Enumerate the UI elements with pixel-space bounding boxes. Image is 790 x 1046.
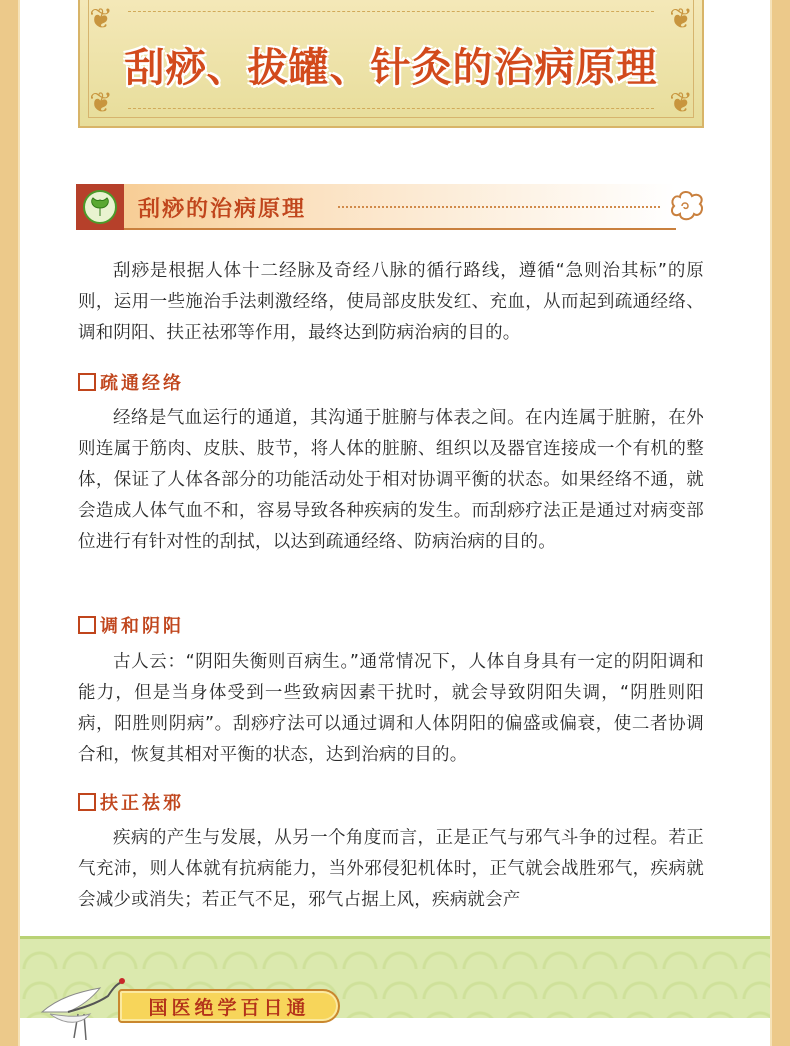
right-border xyxy=(770,0,790,1046)
bottom-ornament-line xyxy=(128,108,654,116)
subsection-heading xyxy=(78,369,184,395)
book-title-badge xyxy=(118,989,340,1023)
subsection-paragraph: 古人云：“阴阳失衡则百病生。”通常情况下，人体自身具有一定的阴阳调和能力，但是当身体受到一些致病因素干扰时，就会导致阴阳失调，“阴胜则阳病，阳胜则阴病”。刮痧疗法可以通过调和人体阴阳的偏盛或偏衰，使二者协调合和，恢复其相对平衡的状态，达到治病的目的。 xyxy=(78,652,704,765)
section-dotted-line xyxy=(338,206,660,208)
ginkgo-leaf-icon xyxy=(83,190,117,224)
subsection-heading-text: 扶正祛邪 xyxy=(100,793,184,814)
crane-icon xyxy=(38,968,128,1046)
section-header xyxy=(76,184,706,232)
subsection-heading xyxy=(78,789,184,815)
footer-band xyxy=(20,936,770,1046)
square-bullet-icon xyxy=(78,793,96,811)
subsection-heading-text: 调和阴阳 xyxy=(100,616,184,637)
top-ornament-line xyxy=(128,4,654,12)
page-title: 刮痧、拔罐、针灸的治病原理 xyxy=(124,45,658,91)
subsection-heading-text: 疏通经络 xyxy=(100,373,184,394)
left-border xyxy=(0,0,20,1046)
corner-ornament-icon: ❦ xyxy=(89,86,113,119)
section-icon-box xyxy=(76,184,124,230)
subsection-paragraph: 疾病的产生与发展，从另一个角度而言，正是正气与邪气斗争的过程。若正气充沛，则人体就有抗病能力，当外邪侵犯机体时，正气就会战胜邪气，疾病就会减少或消失；若正气不足，邪气占据上风，疾病就会产 xyxy=(78,828,704,910)
corner-ornament-icon: ❦ xyxy=(89,2,113,35)
square-bullet-icon xyxy=(78,616,96,634)
subsection-paragraph: 经络是气血运行的通道，其沟通于脏腑与体表之间。在内连属于脏腑，在外则连属于筋肉、皮肤、肢节，将人体的脏腑、组织以及器官连接成一个有机的整体，保证了人体各部分的功能活动处于相对协调平衡的状态。如果经络不通，就会造成人体气血不和，容易导致各种疾病的发生。而刮痧疗法正是通过对病变部位进行有针对性的刮拭，以达到疏通经络、防病治病的目的。 xyxy=(78,408,704,552)
section-title: 刮痧的治病原理 xyxy=(138,196,307,222)
cloud-scroll-icon xyxy=(668,188,706,224)
title-banner xyxy=(78,0,704,128)
corner-ornament-icon: ❦ xyxy=(669,86,693,119)
subsection-heading xyxy=(78,612,184,638)
intro-paragraph: 刮痧是根据人体十二经脉及奇经八脉的循行路线，遵循“急则治其标”的原则，运用一些施治手法刺激经络，使局部皮肤发红、充血，从而起到疏通经络、调和阴阳、扶正祛邪等作用，最终达到防病治病的目的。 xyxy=(78,261,704,343)
book-title: 国医绝学百日通 xyxy=(148,996,310,1019)
square-bullet-icon xyxy=(78,373,96,391)
corner-ornament-icon: ❦ xyxy=(669,2,693,35)
